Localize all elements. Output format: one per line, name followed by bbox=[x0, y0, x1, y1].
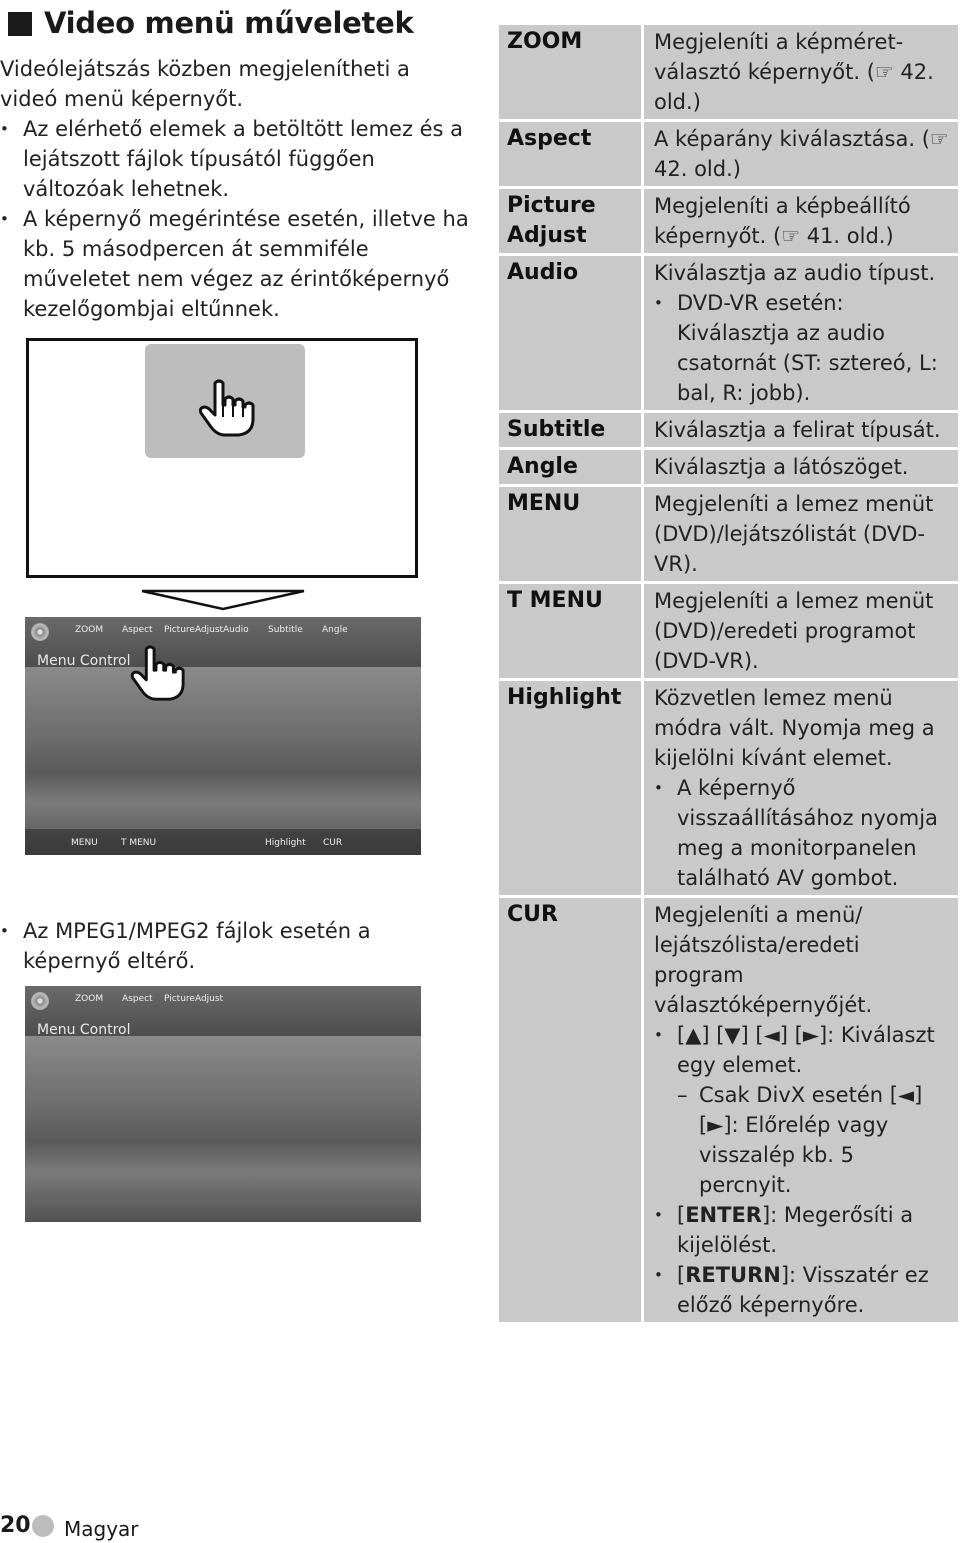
video-menu-bar bbox=[25, 986, 421, 1036]
touch-hand-icon bbox=[193, 377, 257, 441]
video-bottom-bar bbox=[25, 829, 421, 855]
tab-aspect[interactable]: Aspect bbox=[122, 625, 153, 635]
table-key: Audio bbox=[499, 256, 641, 410]
bullet-item: • Az elérhető elemek a betöltött lemez és a lejátszott fájlok típusától függően változóak lehetnek. bbox=[0, 114, 470, 204]
value-text: Kiválasztja az audio típust. bbox=[654, 261, 936, 285]
menu-control-label[interactable]: Menu Control bbox=[37, 653, 131, 669]
value-text: A képarány kiválasztása. (☞ 42. old.) bbox=[654, 127, 949, 181]
table-value bbox=[641, 487, 958, 581]
bullet-item bbox=[654, 1020, 950, 1200]
return-key-label: RETURN bbox=[685, 1263, 781, 1287]
intro-text: Videólejátszás közben megjelenítheti a videó menü képernyőt. bbox=[0, 57, 410, 111]
table-value bbox=[641, 122, 958, 186]
down-arrow-icon bbox=[140, 589, 306, 611]
video-menu-bar bbox=[25, 617, 421, 667]
table-row bbox=[499, 413, 958, 447]
table-row bbox=[499, 584, 958, 678]
video-menu-screen bbox=[25, 617, 421, 855]
table-row bbox=[499, 189, 958, 253]
tab-picture-adjust[interactable]: PictureAdjust bbox=[164, 625, 224, 635]
bullet-text: : Visszatér ez előző képernyőre. bbox=[677, 1263, 929, 1317]
table-value bbox=[641, 450, 958, 484]
table-row bbox=[499, 122, 958, 186]
video-scene-image bbox=[25, 663, 421, 855]
table-row bbox=[499, 898, 958, 1322]
tab-angle[interactable]: Angle bbox=[322, 625, 348, 635]
menu-control-label[interactable]: Menu Control bbox=[37, 1022, 131, 1038]
touch-hand-icon bbox=[125, 643, 187, 705]
value-bullets bbox=[654, 288, 950, 408]
bullet-text: [▲] [▼] [◄] [►]: Kiválaszt egy elemet. bbox=[677, 1023, 935, 1077]
table-row bbox=[499, 487, 958, 581]
page-title: Video menü műveletek bbox=[44, 6, 414, 40]
table-key: T MENU bbox=[499, 584, 641, 678]
table-value bbox=[641, 256, 958, 410]
cur-button[interactable]: CUR bbox=[323, 838, 343, 848]
menu-button[interactable]: MENU bbox=[71, 838, 98, 848]
enter-key-label: ENTER bbox=[685, 1203, 762, 1227]
bullet-item: • [RETURN]: Visszatér ez előző képernyőre. bbox=[654, 1260, 950, 1320]
t-menu-button[interactable]: T MENU bbox=[121, 838, 157, 848]
touch-screen-illustration bbox=[26, 338, 418, 578]
table-value bbox=[641, 25, 958, 119]
table-value bbox=[641, 584, 958, 678]
tab-zoom[interactable]: ZOOM bbox=[75, 625, 104, 635]
tab-zoom[interactable]: ZOOM bbox=[75, 994, 104, 1004]
tab-picture-adjust[interactable]: PictureAdjust bbox=[164, 994, 224, 1004]
value-text: Megjeleníti a képbeállító képernyőt. (☞ 41. old.) bbox=[654, 194, 911, 248]
bullet-text: : Megerősíti a kijelölést. bbox=[677, 1203, 914, 1257]
tab-subtitle[interactable]: Subtitle bbox=[268, 625, 303, 635]
value-text: Megjeleníti a menü/ lejátszólista/eredeti program választóképernyőjét. bbox=[654, 903, 873, 1017]
language-dot-icon bbox=[32, 1515, 54, 1537]
highlight-button[interactable]: Highlight bbox=[265, 838, 306, 848]
bullet-item: • A képernyő visszaállításához nyomja meg a monitorpanelen található AV gombot. bbox=[654, 773, 950, 893]
table-key: Picture Adjust bbox=[499, 189, 641, 253]
bullet-item: • [ENTER]: Megerősíti a kijelölést. bbox=[654, 1200, 950, 1260]
disc-icon bbox=[31, 992, 49, 1010]
table-key: MENU bbox=[499, 487, 641, 581]
value-text: Kiválasztja a látószöget. bbox=[654, 455, 909, 479]
language-label: Magyar bbox=[64, 1517, 139, 1541]
table-key: Angle bbox=[499, 450, 641, 484]
tab-audio[interactable]: Audio bbox=[223, 625, 249, 635]
value-text: Kiválasztja a felirat típusát. bbox=[654, 418, 941, 442]
tab-aspect[interactable]: Aspect bbox=[122, 994, 153, 1004]
value-bullets bbox=[654, 773, 950, 893]
table-row bbox=[499, 25, 958, 119]
bullet-item: • A képernyő megérintése esetén, illetve ha kb. 5 másodpercen át semmiféle műveletet nem végez az érintőképernyő kezelőgombjai eltűnnek. bbox=[0, 204, 470, 324]
bullet-list-top bbox=[0, 114, 470, 324]
bullet-item: • DVD-VR esetén: Kiválasztja az audio csatornát (ST: sztereó, L: bal, R: jobb). bbox=[654, 288, 950, 408]
table-key: CUR bbox=[499, 898, 641, 1322]
value-bullets bbox=[654, 1020, 950, 1320]
video-scene-image bbox=[25, 1032, 421, 1222]
table-key: Aspect bbox=[499, 122, 641, 186]
table-row bbox=[499, 681, 958, 895]
bullet-item: • Az MPEG1/MPEG2 fájlok esetén a képernyő eltérő. bbox=[0, 916, 470, 976]
menu-items-table bbox=[499, 22, 958, 1325]
table-row bbox=[499, 450, 958, 484]
table-value bbox=[641, 898, 958, 1322]
heading-square-icon bbox=[8, 12, 32, 36]
table-value bbox=[641, 681, 958, 895]
value-text: Közvetlen lemez menü módra vált. Nyomja meg a kijelölni kívánt elemet. bbox=[654, 686, 935, 770]
bullet-list-mpeg bbox=[0, 916, 470, 976]
disc-icon bbox=[31, 623, 49, 641]
table-key: Subtitle bbox=[499, 413, 641, 447]
table-row bbox=[499, 256, 958, 410]
table-key: ZOOM bbox=[499, 25, 641, 119]
table-value bbox=[641, 189, 958, 253]
table-value bbox=[641, 413, 958, 447]
table-key: Highlight bbox=[499, 681, 641, 895]
page-footer bbox=[0, 1513, 200, 1543]
dash-item: – Csak DivX esetén [◄] [►]: Előrelép vagy visszalép kb. 5 percnyit. bbox=[654, 1080, 950, 1200]
video-menu-screen-mpeg bbox=[25, 986, 421, 1222]
value-text: Megjeleníti a képméret-választó képernyőt. (☞ 42. old.) bbox=[654, 30, 934, 114]
section-heading bbox=[0, 6, 470, 46]
page-number: 20 bbox=[0, 1513, 31, 1538]
value-text: Megjeleníti a lemez menüt (DVD)/eredeti programot (DVD-VR). bbox=[654, 589, 934, 673]
value-text: Megjeleníti a lemez menüt (DVD)/lejátszólistát (DVD-VR). bbox=[654, 492, 934, 576]
